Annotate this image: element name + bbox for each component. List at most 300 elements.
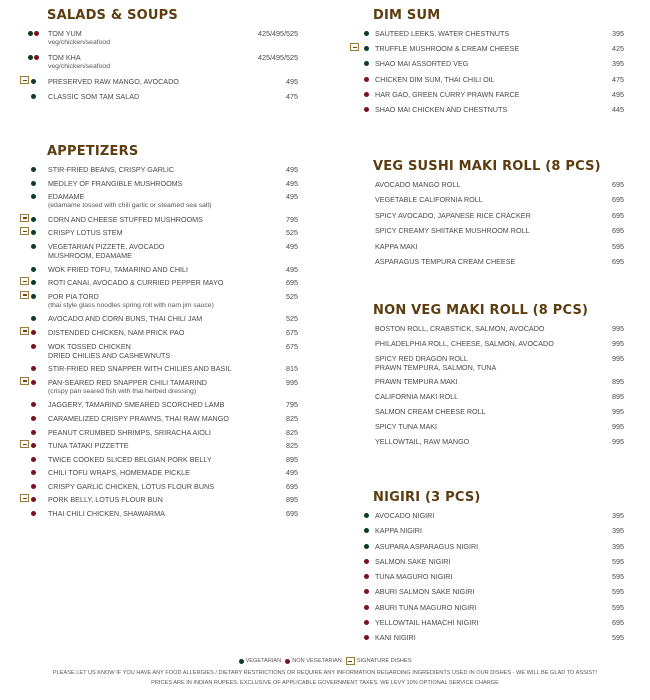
veg-dot-icon — [364, 528, 369, 533]
diet-indicator — [31, 402, 36, 407]
item-name: STIR-FRIED BEANS, CRISPY GARLIC — [48, 165, 175, 174]
nonveg-dot-icon — [364, 635, 369, 640]
menu-item — [20, 468, 298, 482]
item-name: YELLOWTAIL, RAW MANGO — [375, 436, 470, 446]
menu-item — [350, 75, 624, 90]
diet-indicator — [31, 344, 36, 349]
veg-dot-icon — [364, 46, 369, 51]
diet-indicator — [31, 267, 36, 272]
menu-item — [20, 292, 298, 315]
item-price: 815 — [286, 364, 298, 374]
section-salads-soups — [20, 8, 298, 107]
veg-dot-icon — [239, 659, 244, 664]
menu-item — [350, 195, 624, 210]
item-price: 995 — [612, 353, 624, 363]
diet-indicator — [364, 559, 369, 564]
section-nigiri — [350, 490, 624, 648]
menu-item — [350, 242, 624, 257]
nonveg-dot-icon — [364, 605, 369, 610]
veg-dot-icon — [31, 280, 36, 285]
menu-item-list — [350, 511, 624, 648]
menu-item — [350, 407, 624, 422]
diet-indicator — [364, 77, 369, 82]
signature-dish-icon — [350, 43, 359, 51]
nonveg-dot-icon — [31, 366, 36, 371]
item-price: 445 — [612, 104, 624, 114]
nonveg-dot-icon — [31, 511, 36, 516]
menu-item — [350, 437, 624, 452]
menu-item — [20, 495, 298, 509]
veg-dot-icon — [364, 513, 369, 518]
item-price: 395 — [612, 541, 624, 551]
menu-item-list — [350, 29, 624, 120]
item-price: 795 — [286, 214, 298, 224]
item-name: POR PIA TORD — [48, 291, 99, 301]
diet-indicator — [31, 457, 36, 462]
veg-dot-icon — [31, 79, 36, 84]
item-name: PORK BELLY, LOTUS FLOUR BUN — [48, 495, 163, 505]
item-price: 595 — [612, 572, 624, 581]
item-name: KAPPA NIGIRI — [375, 526, 422, 536]
signature-dish-icon — [20, 76, 29, 84]
diet-indicator — [364, 589, 369, 594]
item-price: 995 — [612, 324, 624, 333]
legend-non-vegetarian-label: NON VEGETARIAN — [292, 658, 342, 664]
item-price: 895 — [612, 392, 624, 402]
diet-indicator — [31, 470, 36, 475]
section-veg-sushi — [350, 159, 624, 272]
menu-item — [350, 44, 624, 59]
menu-item — [20, 192, 298, 215]
legend-signature — [346, 657, 412, 665]
diet-indicator — [31, 194, 36, 199]
diet-indicator — [364, 92, 369, 97]
item-price: 495 — [286, 468, 298, 478]
item-price: 525 — [286, 291, 298, 301]
section-nonveg-maki — [350, 303, 624, 451]
item-name: CARAMELIZED CRISPY PRAWNS, THAI RAW MANGO — [48, 413, 229, 423]
menu-item — [350, 633, 624, 648]
menu-item — [20, 265, 298, 279]
item-price: 825 — [286, 427, 298, 437]
item-price: 895 — [286, 454, 298, 464]
item-price: 675 — [286, 341, 298, 351]
item-name: JAGGERY, TAMARIND SMEARED SCORCHED LAMB — [48, 400, 225, 410]
diet-indicator — [31, 443, 36, 448]
menu-item — [350, 226, 624, 241]
nonveg-dot-icon — [364, 559, 369, 564]
item-price: 395 — [612, 511, 624, 520]
diet-indicator — [31, 280, 36, 285]
diet-indicator — [31, 230, 36, 235]
nonveg-dot-icon — [364, 620, 369, 625]
item-name: TRUFFLE MUSHROOM & CREAM CHEESE — [375, 44, 520, 54]
item-price: 825 — [286, 413, 298, 423]
menu-item — [350, 180, 624, 195]
menu-item-list — [350, 180, 624, 272]
item-name: SPICY AVOCADO, JAPANESE RICE CRACKER — [375, 210, 531, 220]
diet-indicator — [364, 31, 369, 36]
item-name: CHILI TOFU WRAPS, HOMEMADE PICKLE — [48, 468, 190, 478]
item-price: 695 — [612, 180, 624, 189]
signature-dish-icon — [20, 291, 29, 299]
veg-dot-icon — [31, 316, 36, 321]
item-price: 695 — [612, 256, 624, 266]
section-heading: APPETIZERS — [47, 144, 139, 159]
item-price: 995 — [612, 406, 624, 416]
item-price: 595 — [612, 587, 624, 597]
menu-item — [350, 354, 624, 378]
diet-indicator — [31, 497, 36, 502]
item-price: 495 — [286, 77, 298, 86]
veg-dot-icon — [31, 230, 36, 235]
section-heading: SALADS & SOUPS — [47, 8, 178, 23]
menu-item — [20, 53, 298, 77]
item-name: YELLOWTAIL HAMACHI NIGIRI — [375, 617, 479, 627]
section-heading: NIGIRI (3 PCS) — [373, 490, 481, 505]
menu-item — [20, 215, 298, 229]
diet-indicator — [28, 31, 39, 36]
item-name: KAPPA MAKI — [375, 241, 418, 251]
item-name: TWICE COOKED SLICED BELGIAN PORK BELLY — [48, 454, 212, 464]
item-name: MEDLEY OF FRANGIBLE MUSHROOMS — [48, 178, 183, 188]
item-name: DISTENDED CHICKEN, NAM PRICK PAO — [48, 327, 185, 337]
item-name: TOM KHA — [48, 53, 81, 62]
item-name: THAI CHILI CHICKEN, SHAWARMA — [48, 509, 165, 519]
item-name: CHICKEN DIM SUM, THAI CHILI OIL — [375, 74, 495, 84]
menu-item — [350, 618, 624, 633]
diet-indicator — [31, 380, 36, 385]
item-price: 425/495/525 — [258, 29, 298, 38]
menu-item — [350, 587, 624, 602]
item-description: (crispy pan seared fish with thai herbed dressing) — [48, 387, 197, 395]
item-name-continued: MUSHROOM, EDAMAME — [48, 250, 132, 260]
item-name: SPICY CREAMY SHIITAKE MUSHROOM ROLL — [375, 226, 530, 236]
item-price: 495 — [286, 192, 298, 202]
item-price: 695 — [612, 195, 624, 205]
item-name: SALMON SAKE NIGIRI — [375, 556, 451, 566]
menu-item — [20, 314, 298, 328]
menu-item — [350, 526, 624, 541]
item-name: PEANUT CRUMBED SHRIMPS, SRIRACHA AIOLI — [48, 427, 211, 437]
menu-item — [20, 378, 298, 401]
item-description: (edamame tossed with chili garlic or steamed sea salt) — [48, 202, 212, 210]
nonveg-dot-icon — [34, 55, 39, 60]
item-name: PRAWN TEMPURA MAKI — [375, 377, 458, 387]
section-heading: NON VEG MAKI ROLL (8 PCS) — [373, 303, 589, 318]
item-name: STIR-FRIED RED SNAPPER WITH CHILIES AND BASIL — [48, 364, 232, 374]
signature-dish-icon — [346, 657, 355, 665]
item-name: CORN AND CHEESE STUFFED MUSHROOMS — [48, 214, 203, 224]
nonveg-dot-icon — [31, 344, 36, 349]
nonveg-dot-icon — [31, 470, 36, 475]
nonveg-dot-icon — [364, 92, 369, 97]
item-price: 595 — [612, 633, 624, 642]
item-name: EDAMAME — [48, 192, 85, 202]
item-name: ROTI CANAI, AVOCADO & CURRIED PEPPER MAYO — [48, 278, 224, 288]
menu-item-list — [20, 165, 298, 523]
item-name: SHAO MAI CHICKEN AND CHESTNUTS — [375, 104, 508, 114]
nonveg-dot-icon — [31, 402, 36, 407]
diet-indicator — [31, 217, 36, 222]
menu-item — [350, 542, 624, 557]
item-price: 425 — [612, 44, 624, 54]
diet-indicator — [31, 430, 36, 435]
item-name: CRISPY LOTUS STEM — [48, 228, 123, 238]
menu-item — [20, 455, 298, 469]
item-name: CALIFORNIA MAKI ROLL — [375, 392, 459, 402]
item-price: 695 — [286, 278, 298, 288]
nonveg-dot-icon — [31, 430, 36, 435]
item-name: ASPARAGUS TEMPURA CREAM CHEESE — [375, 256, 516, 266]
menu-item — [20, 278, 298, 292]
veg-dot-icon — [28, 55, 33, 60]
veg-dot-icon — [31, 94, 36, 99]
diet-indicator — [31, 94, 36, 99]
legend — [0, 657, 650, 665]
item-price: 995 — [612, 421, 624, 431]
menu-item — [350, 211, 624, 226]
diet-indicator — [31, 416, 36, 421]
nonveg-dot-icon — [364, 574, 369, 579]
item-price: 495 — [286, 178, 298, 188]
section-heading: VEG SUSHI MAKI ROLL (8 PCS) — [373, 159, 601, 174]
diet-indicator — [31, 366, 36, 371]
diet-indicator — [364, 544, 369, 549]
item-price: 495 — [286, 165, 298, 174]
item-name: CRISPY GARLIC CHICKEN, LOTUS FLOUR BUNS — [48, 481, 215, 491]
item-price: 895 — [612, 377, 624, 387]
menu-item — [350, 422, 624, 437]
nonveg-dot-icon — [364, 77, 369, 82]
diet-indicator — [364, 574, 369, 579]
menu-item — [20, 364, 298, 378]
signature-dish-icon — [20, 440, 29, 448]
item-name: SPICY TUNA MAKI — [375, 421, 438, 431]
item-price: 425/495/525 — [258, 53, 298, 62]
veg-dot-icon — [364, 61, 369, 66]
item-name: WOK TOSSED CHICKEN — [48, 341, 131, 351]
item-price: 695 — [286, 509, 298, 519]
nonveg-dot-icon — [31, 380, 36, 385]
menu-item — [350, 511, 624, 526]
item-description: veg/chicken/seafood — [48, 39, 110, 46]
item-price: 695 — [612, 210, 624, 220]
menu-item — [350, 59, 624, 74]
diet-indicator — [31, 484, 36, 489]
item-name: SHAO MAI ASSORTED VEG — [375, 59, 469, 69]
item-price: 995 — [612, 436, 624, 446]
item-name: PRESERVED RAW MANGO, AVOCADO — [48, 77, 179, 86]
menu-item — [350, 339, 624, 354]
item-price: 795 — [286, 400, 298, 410]
diet-indicator — [31, 294, 36, 299]
nonveg-dot-icon — [285, 659, 290, 664]
section-heading: DIM SUM — [373, 8, 441, 23]
item-name: HAR GAO, GREEN CURRY PRAWN FARCE — [375, 89, 520, 99]
veg-dot-icon — [31, 194, 36, 199]
nonveg-dot-icon — [364, 589, 369, 594]
item-name: CLASSIC SOM TAM SALAD — [48, 92, 140, 101]
menu-item — [20, 342, 298, 365]
item-price: 695 — [286, 481, 298, 491]
nonveg-dot-icon — [34, 31, 39, 36]
veg-dot-icon — [364, 544, 369, 549]
item-price: 995 — [612, 338, 624, 348]
item-name: TUNA MAGURO NIGIRI — [375, 572, 453, 581]
menu-item — [20, 29, 298, 53]
signature-dish-icon — [20, 494, 29, 502]
item-name: ABURI SALMON SAKE NIGIRI — [375, 587, 475, 597]
pricing-notice: PRICES ARE IN INDIAN RUPEES. EXCLUSIVE OF APPLICABLE GOVERNMENT TAXES. WE LEVY 10% OPTIONAL SERVICE CHARGE — [151, 680, 499, 686]
signature-dish-icon — [20, 277, 29, 285]
diet-indicator — [364, 107, 369, 112]
menu-item — [350, 324, 624, 339]
item-price: 495 — [612, 89, 624, 99]
legend-signature-label: SIGNATURE DISHES — [356, 658, 412, 664]
veg-dot-icon — [31, 217, 36, 222]
nonveg-dot-icon — [31, 416, 36, 421]
item-description: (thai style glass noodles spring roll with nam jim sauce) — [48, 301, 214, 309]
item-name: AVOCADO NIGIRI — [375, 511, 435, 520]
diet-indicator — [31, 330, 36, 335]
item-description: veg/chicken/seafood — [48, 63, 110, 70]
legend-vegetarian-label: VEGETARIAN — [245, 658, 282, 664]
allergy-notice: PLEASE LET US KNOW IF YOU HAVE ANY FOOD ALLERGIES / DIETARY RESTRICTIONS OR REQUIRE ANY INFORMATION REGARDING INGREDIENTS USED IN OUR DISHES - WE WILL BE GLAD TO ASSIST! — [52, 670, 598, 676]
veg-dot-icon — [31, 167, 36, 172]
item-name: PHILADELPHIA ROLL, CHEESE, SALMON, AVOCADO — [375, 338, 554, 348]
signature-dish-icon — [20, 327, 29, 335]
diet-indicator — [364, 605, 369, 610]
veg-dot-icon — [31, 244, 36, 249]
item-name: SPICY RED DRAGON ROLL — [375, 353, 468, 363]
diet-indicator — [364, 61, 369, 66]
diet-indicator — [31, 244, 36, 249]
veg-dot-icon — [28, 31, 33, 36]
item-name: SAUTEED LEEKS, WATER CHESTNUTS — [375, 29, 510, 38]
menu-item — [350, 603, 624, 618]
item-name: VEGETABLE CALIFORNIA ROLL — [375, 195, 483, 205]
menu-item — [350, 29, 624, 44]
diet-indicator — [31, 79, 36, 84]
item-name: KANI NIGIRI — [375, 633, 416, 642]
nonveg-dot-icon — [31, 484, 36, 489]
item-price: 825 — [286, 441, 298, 451]
item-name-continued: PRAWN TEMPURA, SALMON, TUNA — [375, 362, 497, 372]
menu-item — [20, 92, 298, 107]
item-name: WOK FRIED TOFU, TAMARIND AND CHILI — [48, 264, 189, 274]
item-name: TOM YUM — [48, 29, 82, 38]
diet-indicator — [364, 635, 369, 640]
signature-dish-icon — [20, 227, 29, 235]
menu-item — [20, 414, 298, 428]
item-name: TUNA TATAKI PIZZETTE — [48, 441, 129, 451]
item-price: 495 — [286, 241, 298, 251]
item-price: 595 — [612, 602, 624, 612]
legend-non-vegetarian — [285, 658, 342, 664]
item-price: 525 — [286, 314, 298, 324]
item-price: 495 — [286, 264, 298, 274]
legend-vegetarian — [239, 658, 282, 664]
signature-dish-icon — [20, 214, 29, 222]
menu-item — [20, 165, 298, 179]
veg-dot-icon — [31, 181, 36, 186]
menu-item — [350, 557, 624, 572]
menu-item — [20, 400, 298, 414]
menu-item — [20, 482, 298, 496]
section-dim-sum — [350, 8, 624, 120]
item-price: 475 — [612, 74, 624, 84]
item-name: AVOCADO AND CORN BUNS, THAI CHILI JAM — [48, 314, 203, 324]
diet-indicator — [31, 181, 36, 186]
veg-dot-icon — [31, 294, 36, 299]
section-appetizers — [20, 144, 298, 523]
menu-item — [20, 441, 298, 455]
item-name-continued: DRIED CHILIES AND CASHEWNUTS — [48, 350, 171, 360]
item-name: VEGETARIAN PIZZETE, AVOCADO — [48, 241, 165, 251]
item-name: PAN-SEARED RED SNAPPER CHILI TAMARIND — [48, 377, 207, 387]
footer — [0, 657, 650, 688]
nonveg-dot-icon — [364, 107, 369, 112]
diet-indicator — [364, 513, 369, 518]
diet-indicator — [31, 167, 36, 172]
item-price: 475 — [286, 92, 298, 101]
item-price: 595 — [612, 241, 624, 251]
menu-item — [20, 242, 298, 265]
menu-item — [350, 377, 624, 392]
menu-item — [350, 572, 624, 587]
item-price: 595 — [612, 556, 624, 566]
diet-indicator — [364, 528, 369, 533]
item-price: 395 — [612, 526, 624, 536]
menu-item-list — [350, 324, 624, 451]
diet-indicator — [364, 620, 369, 625]
item-price: 995 — [286, 377, 298, 387]
menu-item — [350, 105, 624, 120]
menu-item — [20, 509, 298, 523]
item-price: 895 — [286, 495, 298, 505]
menu-item — [350, 392, 624, 407]
menu-item — [20, 179, 298, 193]
diet-indicator — [31, 511, 36, 516]
item-price: 525 — [286, 228, 298, 238]
item-name: AVOCADO MANGO ROLL — [375, 180, 461, 189]
item-name: SALMON CREAM CHEESE ROLL — [375, 406, 486, 416]
diet-indicator — [364, 46, 369, 51]
diet-indicator — [31, 316, 36, 321]
nonveg-dot-icon — [31, 457, 36, 462]
nonveg-dot-icon — [31, 497, 36, 502]
signature-dish-icon — [20, 377, 29, 385]
veg-dot-icon — [31, 267, 36, 272]
item-name: ASUPARA ASPARAGUS NIGIRI — [375, 541, 479, 551]
menu-item — [20, 228, 298, 242]
menu-item — [20, 328, 298, 342]
diet-indicator — [28, 55, 39, 60]
item-price: 675 — [286, 327, 298, 337]
item-price: 695 — [612, 617, 624, 627]
item-price: 395 — [612, 59, 624, 69]
item-name: ABURI TUNA MAGURO NIGIRI — [375, 602, 477, 612]
item-price: 695 — [612, 226, 624, 236]
menu-item — [350, 257, 624, 272]
menu-item — [20, 77, 298, 92]
veg-dot-icon — [364, 31, 369, 36]
menu-item-list — [20, 29, 298, 107]
nonveg-dot-icon — [31, 443, 36, 448]
item-price: 395 — [612, 29, 624, 38]
menu-item — [350, 90, 624, 105]
